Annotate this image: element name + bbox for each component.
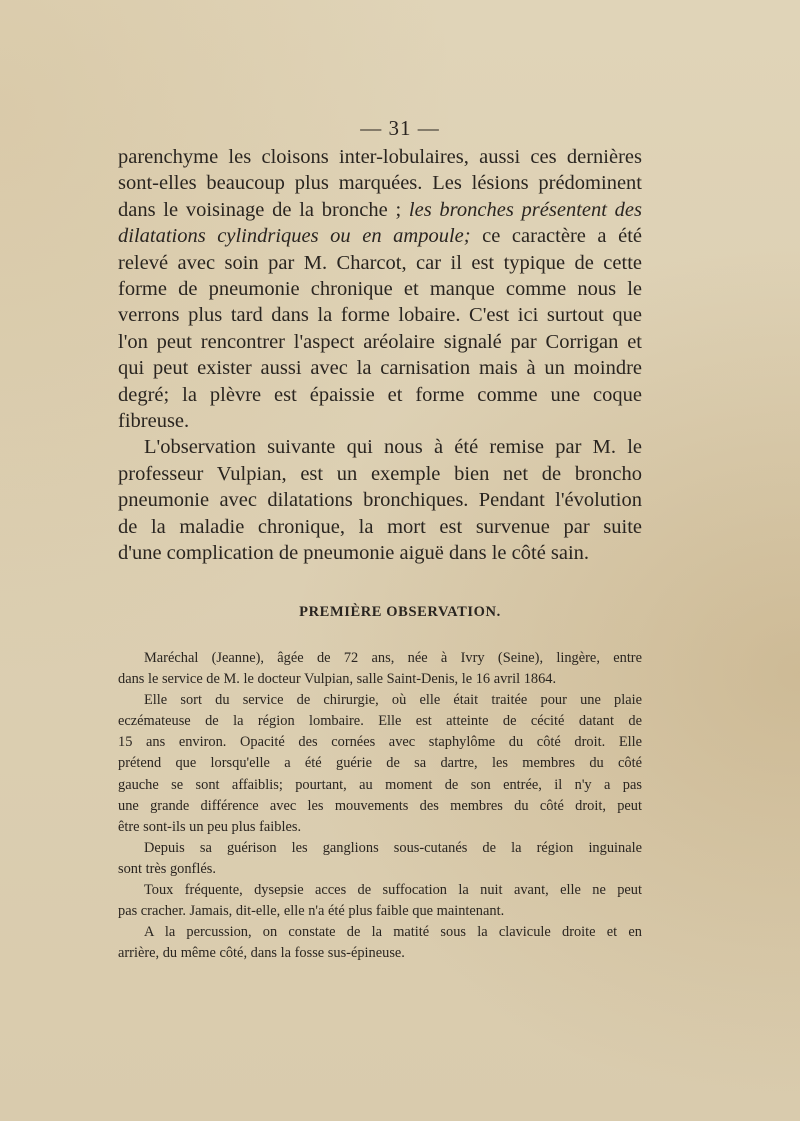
text-line: fibreuse.: [118, 410, 190, 433]
text-line: relevé avec soin par M. Charcot, car il est typique de cette: [118, 251, 642, 274]
text-line: être sont-ils un peu plus faibles.: [118, 818, 302, 835]
text-line: sont-elles beaucoup plus marquées. Les lésions prédominent: [118, 172, 642, 195]
text-line: une grande différence avec les mouvements des membres du côté droit, peut: [118, 797, 642, 814]
text-line: de la maladie chronique, la mort est survenue par suite: [118, 515, 642, 538]
italic-segment: dilatations cylindriques ou en ampoule;: [118, 225, 471, 248]
text-line: l'on peut rencontrer l'aspect aréolaire signalé par Corrigan et: [118, 330, 642, 353]
main-text: [118, 144, 642, 567]
text-line: sont très gonflés.: [118, 860, 216, 877]
text-line: prétend que lorsqu'elle a été guérie de sa dartre, les membres du côté: [118, 755, 642, 772]
section-heading: PREMIÈRE OBSERVATION.: [299, 604, 501, 620]
text-line: Toux fréquente, dysepsie acces de suffocation la nuit avant, elle ne peut: [144, 882, 642, 899]
text-line: [118, 197, 642, 223]
text-line: professeur Vulpian, est un exemple bien net de broncho: [118, 462, 642, 485]
text-line: Depuis sa guérison les ganglions sous-cutanés de la région inguinale: [144, 839, 642, 856]
text-line: degré; la plèvre est épaissie et forme comme une coque: [118, 383, 642, 406]
text-line: pas cracher. Jamais, dit-elle, elle n'a été plus faible que maintenant.: [118, 903, 505, 920]
observation-text: [118, 648, 642, 964]
text-line: parenchyme les cloisons inter-lobulaires, aussi ces dernières: [118, 146, 642, 168]
text-line: A la percussion, on constate de la matité sous la clavicule droite et en: [144, 924, 642, 941]
text-segment: ce caractère a été: [470, 225, 642, 248]
text-line: forme de pneumonie chronique et manque comme nous le: [118, 278, 642, 301]
text-line: arrière, du même côté, dans la fosse sus-épineuse.: [118, 945, 405, 962]
text-line: 15 ans environ. Opacité des cornées avec staphylôme du côté droit. Elle: [118, 734, 642, 751]
text-line: pneumonie avec dilatations bronchiques. Pendant l'évolution: [118, 489, 642, 512]
text-line: Maréchal (Jeanne), âgée de 72 ans, née à Ivry (Seine), lingère, entre: [144, 650, 642, 666]
italic-segment: les bronches présentent des: [408, 198, 642, 221]
page-number: — 31 —: [360, 116, 440, 140]
text-line: gauche se sont affaiblis; pourtant, au moment de son entrée, il n'y a pas: [118, 776, 642, 793]
text-line: verrons plus tard dans la forme lobaire. C'est ici surtout que: [118, 304, 642, 327]
text-line: eczémateuse de la région lombaire. Elle est atteinte de cécité datant de: [118, 713, 642, 730]
text-line: L'observation suivante qui nous à été remise par M. le: [144, 436, 642, 459]
text-line: qui peut exister aussi avec la carnisation mais à un moindre: [118, 357, 642, 380]
text-line: [118, 223, 642, 249]
text-line: dans le service de M. le docteur Vulpian, salle Saint-Denis, le 16 avril 1864.: [118, 671, 557, 688]
paragraph-1: [118, 144, 642, 434]
paragraph-2: [118, 434, 642, 566]
text-line: d'une complication de pneumonie aiguë dans le côté sain.: [118, 542, 590, 565]
text-line: Elle sort du service de chirurgie, où elle était traitée pour une plaie: [144, 692, 642, 709]
text-segment: dans le voisinage de la bronche ;: [118, 198, 409, 221]
